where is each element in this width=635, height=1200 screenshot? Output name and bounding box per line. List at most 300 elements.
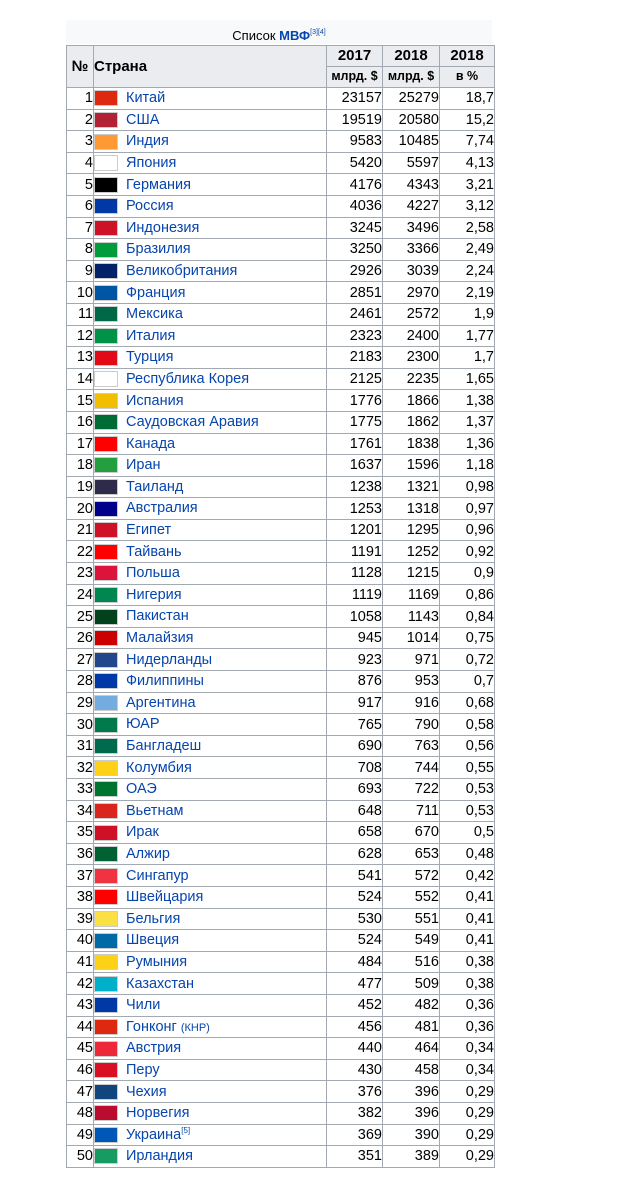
- rank-cell: 35: [67, 822, 94, 844]
- rank-cell: 3: [67, 131, 94, 153]
- flag-icon[interactable]: [94, 112, 118, 128]
- gdp-2017-cell: 477: [327, 973, 383, 995]
- country-note[interactable]: [5]: [181, 1126, 191, 1136]
- rank-cell: 13: [67, 347, 94, 369]
- table-row: [67, 951, 495, 973]
- gdp-2018-cell: 4343: [383, 174, 440, 196]
- gdp-2018-cell: 763: [383, 735, 440, 757]
- rank-cell: 44: [67, 1016, 94, 1038]
- share-2018-cell: 0,36: [440, 994, 495, 1016]
- gdp-2018-cell: 1295: [383, 519, 440, 541]
- rank-cell: 34: [67, 800, 94, 822]
- country-link[interactable]: Италия: [126, 327, 176, 344]
- gdp-2017-cell: 765: [327, 714, 383, 736]
- flag-icon[interactable]: [94, 263, 118, 279]
- gdp-2018-cell: 3039: [383, 260, 440, 282]
- flag-icon[interactable]: [94, 933, 118, 949]
- gdp-2018-cell: 509: [383, 973, 440, 995]
- country-cell: [94, 476, 327, 498]
- share-2018-cell: 0,38: [440, 951, 495, 973]
- share-2018-cell: 0,97: [440, 498, 495, 520]
- gdp-2017-cell: 1128: [327, 563, 383, 585]
- flag-icon[interactable]: [94, 242, 118, 258]
- table-row: [67, 303, 495, 325]
- country-cell: [94, 1081, 327, 1103]
- header-country[interactable]: Страна: [94, 46, 327, 88]
- gdp-2017-cell: 2125: [327, 368, 383, 390]
- country-cell: [94, 606, 327, 628]
- country-link[interactable]: Саудовская Аравия: [126, 414, 259, 431]
- header-2018[interactable]: 2018: [383, 46, 440, 67]
- country-link[interactable]: Бангладеш: [126, 738, 202, 755]
- gdp-2018-cell: 2572: [383, 303, 440, 325]
- country-link[interactable]: Германия: [126, 176, 192, 193]
- header-unit-percent: в %: [440, 67, 495, 88]
- share-2018-cell: 0,92: [440, 541, 495, 563]
- country-link[interactable]: Ирак: [126, 824, 159, 841]
- caption-refs[interactable]: [3][4]: [310, 29, 326, 36]
- table-row: [67, 865, 495, 887]
- country-link[interactable]: Нидерланды: [126, 651, 213, 668]
- gdp-2018-cell: 971: [383, 649, 440, 671]
- country-link[interactable]: Таиланд: [126, 479, 184, 496]
- share-2018-cell: 0,41: [440, 886, 495, 908]
- share-2018-cell: 0,55: [440, 757, 495, 779]
- country-link[interactable]: Иран: [126, 457, 161, 474]
- share-2018-cell: 1,36: [440, 433, 495, 455]
- country-cell: [94, 973, 327, 995]
- share-2018-cell: 0,29: [440, 1102, 495, 1124]
- rank-cell: 30: [67, 714, 94, 736]
- country-cell: [94, 260, 327, 282]
- rank-cell: 8: [67, 239, 94, 261]
- rank-cell: 2: [67, 109, 94, 131]
- gdp-2018-cell: 516: [383, 951, 440, 973]
- rank-cell: 9: [67, 260, 94, 282]
- gdp-2018-cell: 551: [383, 908, 440, 930]
- table-row: [67, 1038, 495, 1060]
- country-link[interactable]: Индия: [126, 133, 169, 150]
- gdp-2017-cell: 648: [327, 800, 383, 822]
- table-caption: [66, 20, 492, 44]
- gdp-2018-cell: 916: [383, 692, 440, 714]
- flag-icon[interactable]: [94, 825, 118, 841]
- rank-cell: 24: [67, 584, 94, 606]
- country-link[interactable]: Швеция: [126, 932, 180, 949]
- gdp-2018-cell: 1318: [383, 498, 440, 520]
- rank-cell: 36: [67, 843, 94, 865]
- country-link[interactable]: Швейцария: [126, 889, 204, 906]
- flag-icon[interactable]: [94, 1062, 118, 1078]
- table-row: [67, 541, 495, 563]
- rank-cell: 32: [67, 757, 94, 779]
- rank-cell: 48: [67, 1102, 94, 1124]
- rank-cell: 43: [67, 994, 94, 1016]
- rank-cell: 50: [67, 1146, 94, 1168]
- table-row: [67, 800, 495, 822]
- country-link[interactable]: Россия: [126, 198, 174, 215]
- country-cell: [94, 757, 327, 779]
- country-link[interactable]: Алжир: [126, 846, 170, 863]
- gdp-2018-cell: 1838: [383, 433, 440, 455]
- gdp-2018-cell: 1321: [383, 476, 440, 498]
- country-cell: [94, 347, 327, 369]
- flag-icon[interactable]: [94, 738, 118, 754]
- share-2018-cell: 0,29: [440, 1081, 495, 1103]
- flag-icon[interactable]: [94, 414, 118, 430]
- flag-icon[interactable]: [94, 1127, 118, 1143]
- gdp-2017-cell: 382: [327, 1102, 383, 1124]
- header-2018-percent[interactable]: 2018: [440, 46, 495, 67]
- rank-cell: 23: [67, 563, 94, 585]
- country-link[interactable]: США: [126, 111, 160, 128]
- table-row: [67, 649, 495, 671]
- flag-icon[interactable]: [94, 781, 118, 797]
- flag-icon[interactable]: [94, 393, 118, 409]
- flag-icon[interactable]: [94, 954, 118, 970]
- rank-cell: 26: [67, 627, 94, 649]
- country-cell: [94, 1146, 327, 1168]
- header-unit-2018: млрд. $: [383, 67, 440, 88]
- gdp-2017-cell: 1201: [327, 519, 383, 541]
- flag-icon[interactable]: [94, 285, 118, 301]
- country-cell: [94, 88, 327, 110]
- country-link[interactable]: Бельгия: [126, 910, 181, 927]
- share-2018-cell: 7,74: [440, 131, 495, 153]
- table-row: [67, 195, 495, 217]
- flag-icon[interactable]: [94, 889, 118, 905]
- gdp-2017-cell: 369: [327, 1124, 383, 1146]
- gdp-2018-cell: 1596: [383, 455, 440, 477]
- country-link[interactable]: Китай: [126, 90, 166, 107]
- country-link[interactable]: Индонезия: [126, 219, 200, 236]
- country-cell: [94, 390, 327, 412]
- country-link[interactable]: Румыния: [126, 954, 188, 971]
- flag-icon[interactable]: [94, 90, 118, 106]
- gdp-2018-cell: 1866: [383, 390, 440, 412]
- flag-icon[interactable]: [94, 1148, 118, 1164]
- caption-prefix: Список: [232, 28, 276, 43]
- share-2018-cell: 0,34: [440, 1059, 495, 1081]
- flag-icon[interactable]: [94, 695, 118, 711]
- rank-cell: 42: [67, 973, 94, 995]
- table-row: [67, 757, 495, 779]
- gdp-2018-cell: 711: [383, 800, 440, 822]
- country-cell: [94, 109, 327, 131]
- gdp-2017-cell: 1058: [327, 606, 383, 628]
- country-cell: [94, 735, 327, 757]
- gdp-2017-cell: 1119: [327, 584, 383, 606]
- header-unit-2017: млрд. $: [327, 67, 383, 88]
- share-2018-cell: 0,5: [440, 822, 495, 844]
- gdp-2017-cell: 3245: [327, 217, 383, 239]
- share-2018-cell: 2,24: [440, 260, 495, 282]
- table-row: [67, 627, 495, 649]
- country-link[interactable]: Тайвань: [126, 543, 182, 560]
- gdp-2017-cell: 430: [327, 1059, 383, 1081]
- country-link[interactable]: Великобритания: [126, 263, 238, 280]
- gdp-2017-cell: 2323: [327, 325, 383, 347]
- country-cell: [94, 303, 327, 325]
- country-cell: [94, 994, 327, 1016]
- flag-icon[interactable]: [94, 306, 118, 322]
- gdp-2018-cell: 1862: [383, 411, 440, 433]
- gdp-2017-cell: 917: [327, 692, 383, 714]
- flag-icon[interactable]: [94, 155, 118, 171]
- gdp-2017-cell: 2461: [327, 303, 383, 325]
- country-note[interactable]: (КНР): [180, 1021, 210, 1034]
- gdp-2017-cell: 3250: [327, 239, 383, 261]
- rank-cell: 10: [67, 282, 94, 304]
- country-cell: [94, 217, 327, 239]
- gdp-2017-cell: 4176: [327, 174, 383, 196]
- gdp-2017-cell: 1775: [327, 411, 383, 433]
- caption-link-imf[interactable]: МВФ: [279, 28, 311, 43]
- country-link[interactable]: Австрия: [126, 1040, 182, 1057]
- flag-icon[interactable]: [94, 457, 118, 473]
- flag-icon[interactable]: [94, 544, 118, 560]
- table-row: [67, 1102, 495, 1124]
- gdp-2018-cell: 396: [383, 1102, 440, 1124]
- country-cell: [94, 908, 327, 930]
- gdp-2017-cell: 484: [327, 951, 383, 973]
- table-row: [67, 88, 495, 110]
- gdp-2018-cell: 790: [383, 714, 440, 736]
- country-cell: [94, 1038, 327, 1060]
- flag-icon[interactable]: [94, 371, 118, 387]
- flag-icon[interactable]: [94, 911, 118, 927]
- flag-icon[interactable]: [94, 630, 118, 646]
- flag-icon[interactable]: [94, 609, 118, 625]
- country-cell: [94, 498, 327, 520]
- flag-icon[interactable]: [94, 997, 118, 1013]
- table-row: [67, 368, 495, 390]
- gdp-2017-cell: 351: [327, 1146, 383, 1168]
- flag-icon[interactable]: [94, 868, 118, 884]
- table-row: [67, 606, 495, 628]
- flag-icon[interactable]: [94, 177, 118, 193]
- table-row: [67, 411, 495, 433]
- country-link[interactable]: Пакистан: [126, 608, 189, 625]
- share-2018-cell: 0,86: [440, 584, 495, 606]
- country-link[interactable]: Австралия: [126, 500, 198, 517]
- table-row: [67, 1146, 495, 1168]
- flag-icon[interactable]: [94, 328, 118, 344]
- flag-icon[interactable]: [94, 350, 118, 366]
- table-row: [67, 519, 495, 541]
- country-link[interactable]: Польша: [126, 565, 180, 582]
- share-2018-cell: 0,72: [440, 649, 495, 671]
- gdp-2018-cell: 481: [383, 1016, 440, 1038]
- flag-icon[interactable]: [94, 760, 118, 776]
- country-link[interactable]: Аргентина: [126, 695, 196, 711]
- country-link[interactable]: Франция: [126, 284, 186, 301]
- table-row: [67, 886, 495, 908]
- flag-icon[interactable]: [94, 565, 118, 581]
- table-row: [67, 563, 495, 585]
- country-link[interactable]: Чехия: [126, 1083, 167, 1100]
- flag-icon[interactable]: [94, 479, 118, 495]
- rank-cell: 40: [67, 930, 94, 952]
- flag-icon[interactable]: [94, 803, 118, 819]
- gdp-2018-cell: 4227: [383, 195, 440, 217]
- flag-icon[interactable]: [94, 1105, 118, 1121]
- flag-icon[interactable]: [94, 652, 118, 668]
- gdp-2017-cell: 456: [327, 1016, 383, 1038]
- gdp-2018-cell: 722: [383, 779, 440, 801]
- country-link[interactable]: Казахстан: [126, 975, 194, 992]
- share-2018-cell: 0,7: [440, 671, 495, 693]
- country-link[interactable]: Бразилия: [126, 241, 191, 258]
- flag-icon[interactable]: [94, 436, 118, 452]
- share-2018-cell: 0,42: [440, 865, 495, 887]
- country-cell: [94, 951, 327, 973]
- gdp-2018-cell: 2235: [383, 368, 440, 390]
- country-cell: [94, 433, 327, 455]
- country-link[interactable]: Турция: [126, 349, 174, 366]
- country-link[interactable]: Вьетнам: [126, 802, 184, 819]
- rank-cell: 33: [67, 779, 94, 801]
- country-cell: [94, 1124, 327, 1146]
- table-row: [67, 822, 495, 844]
- country-cell: [94, 282, 327, 304]
- share-2018-cell: 0,53: [440, 800, 495, 822]
- country-link[interactable]: Колумбия: [126, 759, 192, 776]
- country-link[interactable]: Канада: [126, 435, 176, 452]
- country-link[interactable]: Чили: [126, 997, 161, 1014]
- gdp-2017-cell: 524: [327, 930, 383, 952]
- country-link[interactable]: ЮАР: [126, 716, 160, 733]
- table-row: [67, 260, 495, 282]
- header-number[interactable]: №: [67, 46, 94, 88]
- gdp-2017-cell: 693: [327, 779, 383, 801]
- flag-icon[interactable]: [94, 1084, 118, 1100]
- country-cell: [94, 563, 327, 585]
- gdp-table: [66, 45, 495, 1168]
- country-link[interactable]: Перу: [126, 1062, 160, 1079]
- gdp-2017-cell: 23157: [327, 88, 383, 110]
- gdp-2018-cell: 5597: [383, 152, 440, 174]
- country-link[interactable]: Норвегия: [126, 1105, 190, 1122]
- gdp-2017-cell: 690: [327, 735, 383, 757]
- table-row: [67, 930, 495, 952]
- share-2018-cell: 3,21: [440, 174, 495, 196]
- table-row: [67, 779, 495, 801]
- gdp-2018-cell: 653: [383, 843, 440, 865]
- flag-icon[interactable]: [94, 1019, 118, 1035]
- table-row: [67, 1016, 495, 1038]
- country-link[interactable]: Нигерия: [126, 587, 182, 604]
- gdp-2018-cell: 549: [383, 930, 440, 952]
- share-2018-cell: 1,18: [440, 455, 495, 477]
- country-link[interactable]: Гонконг: [126, 1018, 177, 1035]
- share-2018-cell: 0,84: [440, 606, 495, 628]
- gdp-2018-cell: 670: [383, 822, 440, 844]
- table-row: [67, 217, 495, 239]
- flag-icon[interactable]: [94, 587, 118, 603]
- gdp-2018-cell: 25279: [383, 88, 440, 110]
- rank-cell: 18: [67, 455, 94, 477]
- flag-icon[interactable]: [94, 198, 118, 214]
- country-link[interactable]: Украина: [126, 1127, 182, 1144]
- gdp-2017-cell: 530: [327, 908, 383, 930]
- rank-cell: 5: [67, 174, 94, 196]
- table-row: [67, 498, 495, 520]
- country-cell: [94, 671, 327, 693]
- country-cell: [94, 779, 327, 801]
- table-row: [67, 1081, 495, 1103]
- table-row: [67, 390, 495, 412]
- country-link[interactable]: Малайзия: [126, 630, 194, 647]
- flag-icon[interactable]: [94, 717, 118, 733]
- rank-cell: 45: [67, 1038, 94, 1060]
- share-2018-cell: 0,58: [440, 714, 495, 736]
- gdp-2018-cell: 2300: [383, 347, 440, 369]
- flag-icon[interactable]: [94, 220, 118, 236]
- gdp-2018-cell: 1215: [383, 563, 440, 585]
- table-row: [67, 994, 495, 1016]
- share-2018-cell: 0,48: [440, 843, 495, 865]
- share-2018-cell: 1,38: [440, 390, 495, 412]
- gdp-2018-cell: 1014: [383, 627, 440, 649]
- rank-cell: 15: [67, 390, 94, 412]
- share-2018-cell: 2,58: [440, 217, 495, 239]
- flag-icon[interactable]: [94, 846, 118, 862]
- rank-cell: 46: [67, 1059, 94, 1081]
- header-2017[interactable]: 2017: [327, 46, 383, 67]
- gdp-2017-cell: 923: [327, 649, 383, 671]
- gdp-2017-cell: 440: [327, 1038, 383, 1060]
- flag-icon[interactable]: [94, 673, 118, 689]
- flag-icon[interactable]: [94, 134, 118, 150]
- gdp-2017-cell: 945: [327, 627, 383, 649]
- gdp-2017-cell: 9583: [327, 131, 383, 153]
- rank-cell: 14: [67, 368, 94, 390]
- country-link[interactable]: Испания: [126, 392, 184, 409]
- share-2018-cell: 15,2: [440, 109, 495, 131]
- country-link[interactable]: Мексика: [126, 306, 183, 323]
- gdp-2017-cell: 658: [327, 822, 383, 844]
- country-cell: [94, 627, 327, 649]
- country-link[interactable]: Япония: [126, 155, 177, 172]
- gdp-2018-cell: 953: [383, 671, 440, 693]
- country-link[interactable]: Филиппины: [126, 673, 204, 690]
- country-cell: [94, 455, 327, 477]
- gdp-2017-cell: 541: [327, 865, 383, 887]
- country-link[interactable]: Республика Корея: [126, 371, 250, 388]
- flag-icon[interactable]: [94, 1041, 118, 1057]
- table-row: [67, 239, 495, 261]
- rank-cell: 41: [67, 951, 94, 973]
- gdp-2018-cell: 389: [383, 1146, 440, 1168]
- flag-icon[interactable]: [94, 501, 118, 517]
- gdp-2017-cell: 1637: [327, 455, 383, 477]
- country-cell: [94, 239, 327, 261]
- gdp-2018-cell: 396: [383, 1081, 440, 1103]
- country-cell: [94, 411, 327, 433]
- country-link[interactable]: Ирландия: [126, 1148, 193, 1165]
- country-link[interactable]: Сингапур: [126, 867, 189, 884]
- flag-icon[interactable]: [94, 976, 118, 992]
- flag-icon[interactable]: [94, 522, 118, 538]
- rank-cell: 17: [67, 433, 94, 455]
- table-row: [67, 692, 495, 714]
- table-row: [67, 584, 495, 606]
- country-cell: [94, 843, 327, 865]
- country-link[interactable]: ОАЭ: [126, 781, 157, 798]
- rank-cell: 21: [67, 519, 94, 541]
- country-link[interactable]: Египет: [126, 522, 172, 539]
